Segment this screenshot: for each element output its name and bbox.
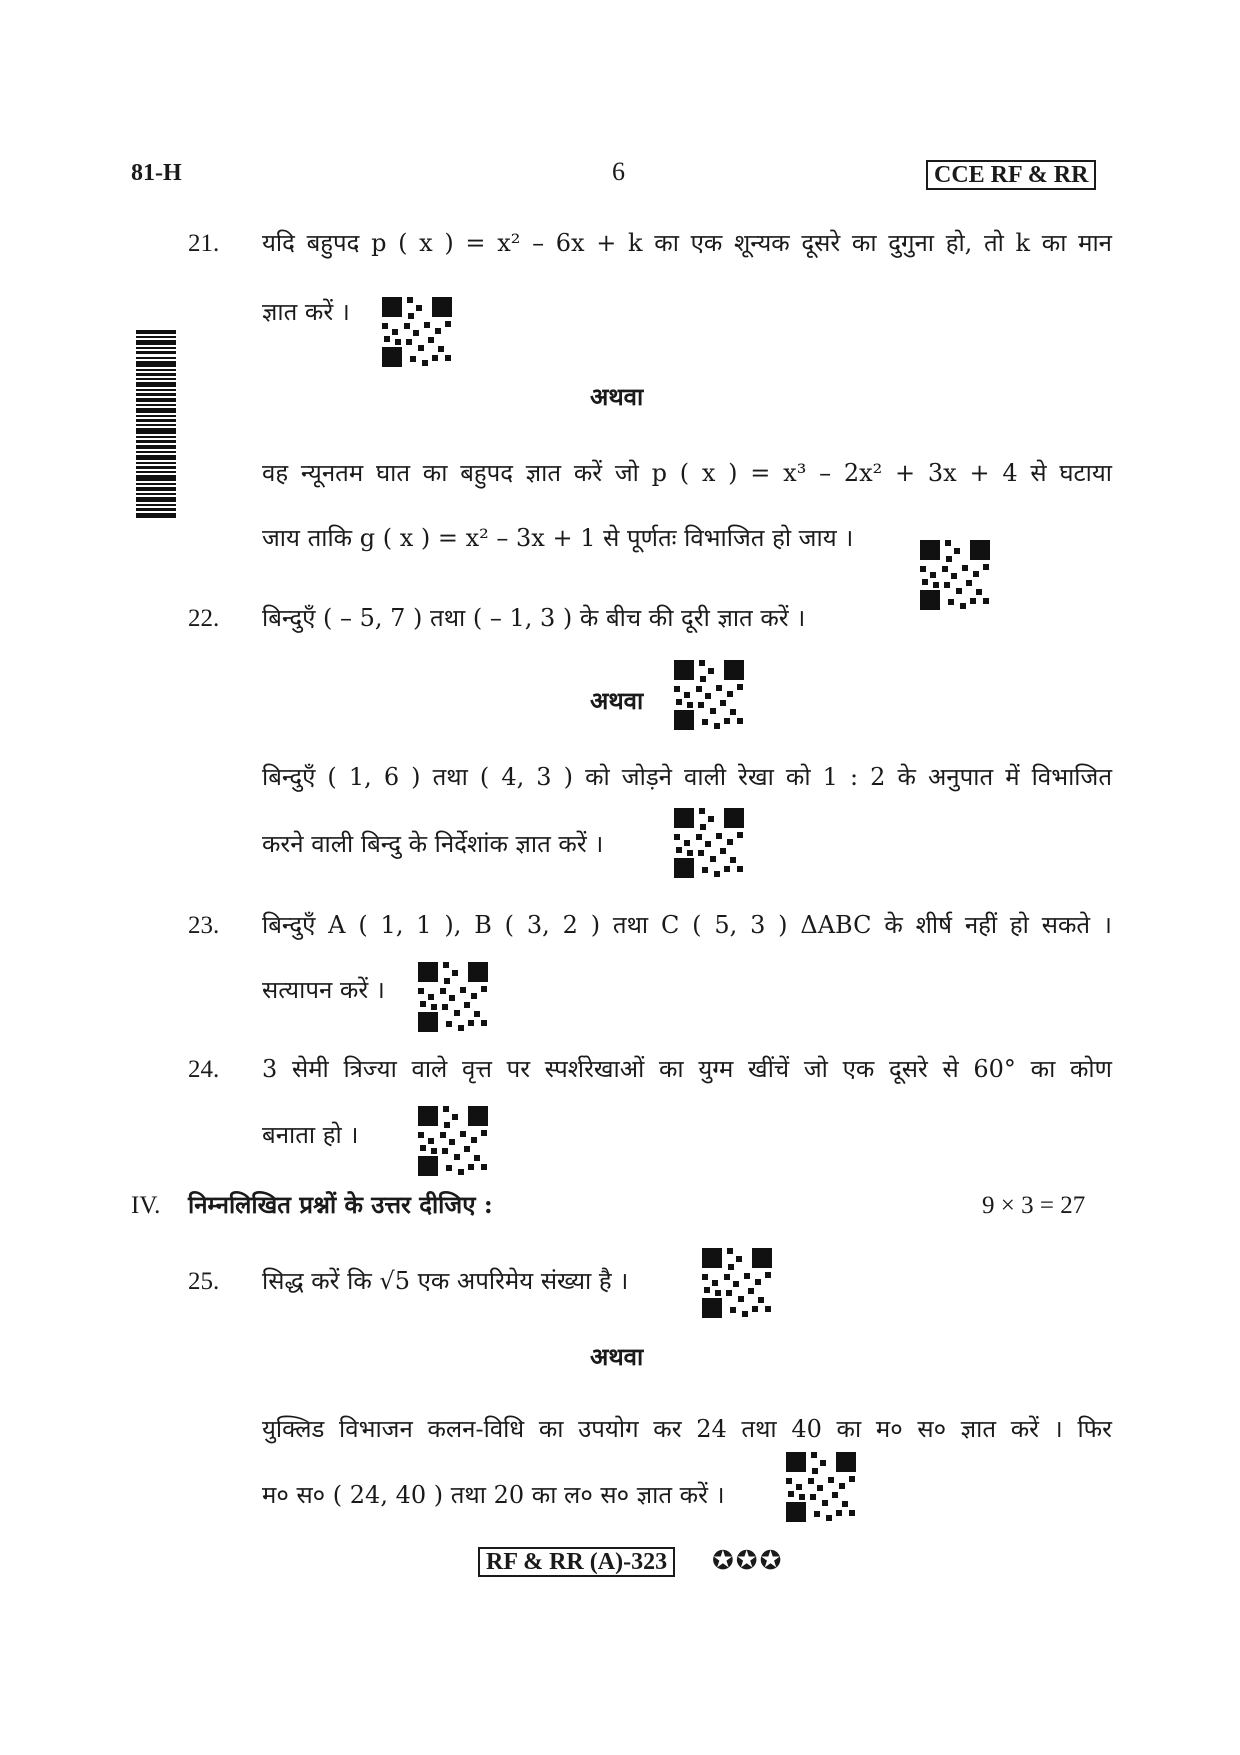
- page-number: 6: [612, 157, 625, 186]
- question-22-line-1: बिन्दुएँ ( – 5, 7 ) तथा ( – 1, 3 ) के बीच की दूरी ज्ञात करें ।: [262, 604, 806, 632]
- or-label: अथवा: [590, 382, 644, 411]
- qr-code-icon: [418, 962, 488, 1032]
- question-21-alt-line-2: जाय ताकि g ( x ) = x² – 3x + 1 से पूर्णतः विभाजित हो जाय ।: [262, 524, 854, 552]
- question-number-24: 24.: [188, 1056, 220, 1083]
- question-21-alt-line-1: वह न्यूनतम घात का बहुपद ज्ञात करें जो p ( x ) = x³ – 2x² + 3x + 4 से घटाया: [262, 459, 1112, 487]
- question-number-21: 21.: [188, 230, 220, 257]
- section-roman: IV.: [131, 1192, 161, 1219]
- question-22-alt-line-1: बिन्दुएँ ( 1, 6 ) तथा ( 4, 3 ) को जोड़ने वाली रेखा को 1 : 2 के अनुपात में विभाजित: [262, 763, 1112, 791]
- qr-code-icon: [674, 660, 744, 730]
- question-number-25: 25.: [188, 1268, 220, 1295]
- qr-code-icon: [920, 540, 990, 610]
- question-25-line-1: सिद्ध करें कि √5 एक अपरिमेय संख्या है ।: [262, 1267, 629, 1295]
- qr-code-icon: [674, 808, 744, 878]
- barcode-image: [136, 330, 176, 518]
- question-22-alt-line-2: करने वाली बिन्दु के निर्देशांक ज्ञात करें ।: [262, 830, 604, 858]
- section-title: निम्नलिखित प्रश्नों के उत्तर दीजिए :: [188, 1190, 493, 1219]
- question-21-line-2: ज्ञात करें ।: [262, 298, 350, 326]
- qr-code-icon: [418, 1106, 488, 1176]
- footer-code: RF & RR (A)-323: [478, 1547, 675, 1577]
- section-marks: 9 × 3 = 27: [982, 1192, 1086, 1219]
- paper-code: 81-H: [131, 160, 182, 186]
- question-24-line-2: बनाता हो ।: [262, 1121, 359, 1149]
- question-24-line-1: 3 सेमी त्रिज्या वाले वृत्त पर स्पर्शरेखाओं का युग्म खींचें जो एक दूसरे से 60° का कोण: [262, 1055, 1112, 1083]
- question-number-22: 22.: [188, 605, 220, 632]
- question-23-line-2: सत्यापन करें ।: [262, 976, 385, 1004]
- qr-code-icon: [382, 297, 452, 367]
- series-badge: CCE RF & RR: [926, 160, 1096, 190]
- qr-code-icon: [786, 1452, 856, 1522]
- or-label: अथवा: [590, 1342, 644, 1371]
- footer-symbols: ✪✪✪: [712, 1546, 784, 1576]
- or-label: अथवा: [590, 686, 644, 715]
- question-25-alt-line-1: युक्लिड विभाजन कलन-विधि का उपयोग कर 24 तथा 40 का म० स० ज्ञात करें । फिर: [262, 1415, 1112, 1443]
- question-23-line-1: बिन्दुएँ A ( 1, 1 ), B ( 3, 2 ) तथा C ( 5, 3 ) ΔABC के शीर्ष नहीं हो सकते ।: [262, 911, 1112, 939]
- question-21-line-1: यदि बहुपद p ( x ) = x² – 6x + k का एक शून्यक दूसरे का दुगुना हो, तो k का मान: [262, 229, 1112, 257]
- question-25-alt-line-2: म० स० ( 24, 40 ) तथा 20 का ल० स० ज्ञात करें ।: [262, 1481, 725, 1509]
- question-number-23: 23.: [188, 912, 220, 939]
- qr-code-icon: [702, 1248, 772, 1318]
